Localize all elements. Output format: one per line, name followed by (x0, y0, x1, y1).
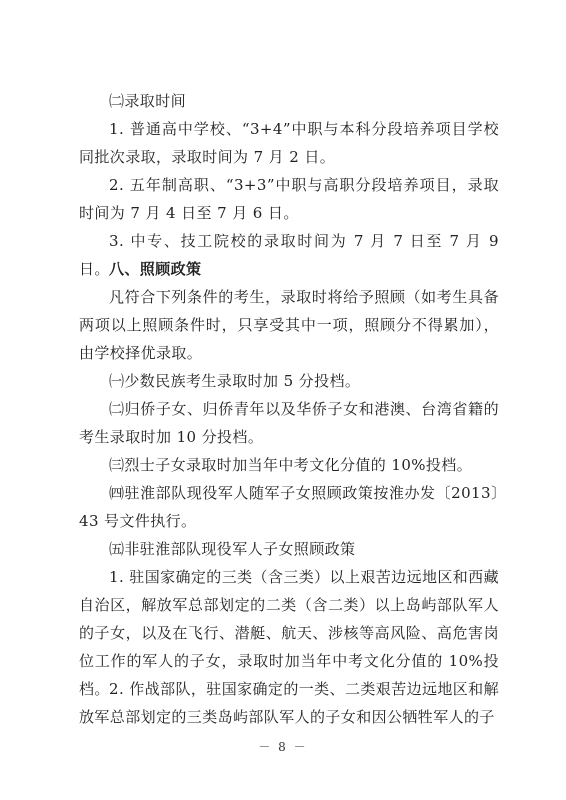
paragraph-item-1: 1. 普通高中学校、“3+4”中职与本科分段培养项目学校同批次录取，录取时间为 7 月 2 日。 (79, 120, 499, 166)
paragraph-item-3: 3. 中专、技工院校的录取时间为 7 月 7 日至 7 月 9 日。 (79, 232, 499, 278)
paragraph-care-5-item-1: 1. 驻国家确定的三类（含三类）以上艰苦边远地区和西藏自治区，解放军总部划定的二类（含二类）以上岛屿部队军人的子女，以及在飞行、潜艇、航天、涉核等高风险、高危害岗位工作的军人的子女，录取时加当年中考文化分值的 10%投档。 (79, 568, 499, 698)
paragraph-item-2: 2. 五年制高职、“3+3”中职与高职分段培养项目，录取时间为 7 月 4 日至 7 月 6 日。 (79, 176, 499, 222)
section-heading-care-policy: 八、照顾政策 (109, 260, 202, 278)
paragraph-care-1: ㈠少数民族考生录取时加 5 分投档。 (109, 372, 361, 390)
paragraph-care-4: ㈣驻淮部队现役军人随军子女照顾政策按淮办发〔2013〕43 号文件执行。 (79, 484, 499, 530)
page-number: － 8 － (258, 740, 308, 754)
paragraph-care-5: ㈤非驻淮部队现役军人子女照顾政策 (109, 540, 356, 558)
paragraph-care-5-item-2: 2. 作战部队，驻国家确定的一类、二类艰苦边远地区和解放军总部划定的三类岛屿部队军人的子女和因公牺牲军人的子 (79, 680, 499, 726)
paragraph-care-intro: 凡符合下列条件的考生，录取时将给予照顾（如考生具备两项以上照顾条件时，只享受其中一项，照顾分不得累加），由学校择优录取。 (79, 288, 499, 362)
paragraph-care-3: ㈢烈士子女录取时加当年中考文化分值的 10%投档。 (109, 456, 473, 474)
paragraph-care-2: ㈡归侨子女、归侨青年以及华侨子女和港澳、台湾省籍的考生录取时加 10 分投档。 (79, 400, 499, 446)
subheading-admission-time: ㈡录取时间 (109, 92, 187, 110)
